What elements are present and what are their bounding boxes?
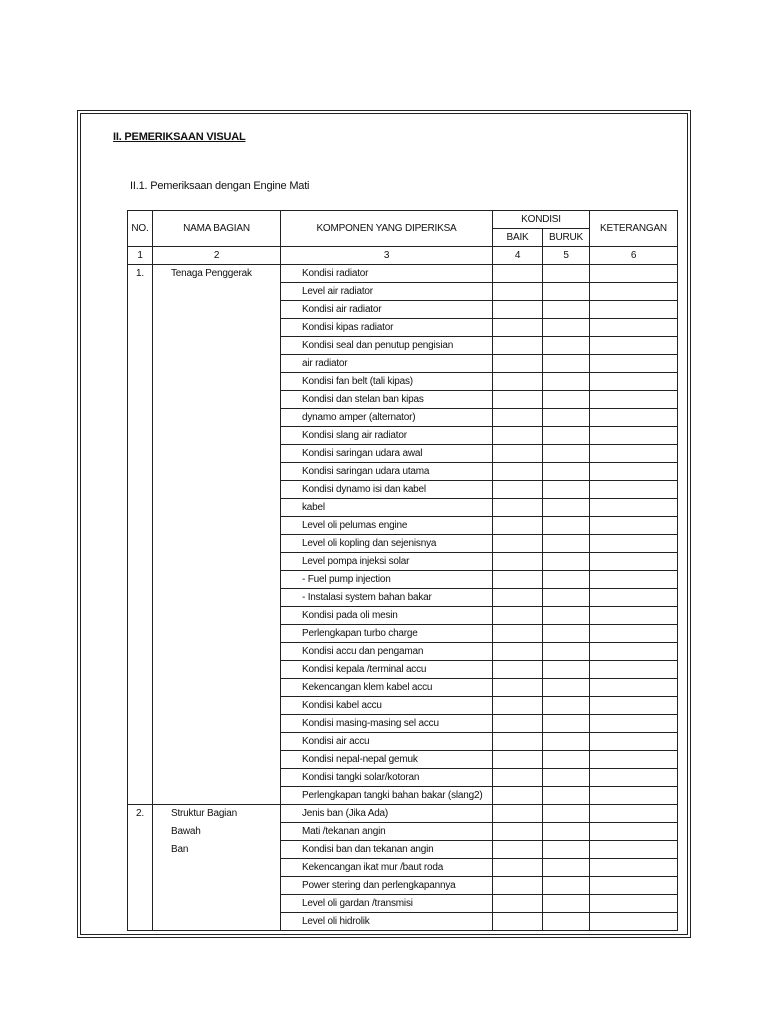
row-buruk-cell bbox=[543, 859, 590, 877]
row-buruk-cell bbox=[543, 391, 590, 409]
row-baik-cell bbox=[493, 643, 543, 661]
row-komponen: Kondisi ban dan tekanan angin bbox=[281, 841, 493, 859]
table-row bbox=[128, 805, 678, 823]
row-buruk-cell bbox=[543, 427, 590, 445]
row-number bbox=[128, 661, 153, 679]
row-nama-bagian bbox=[153, 607, 281, 625]
header-komponen: KOMPONEN YANG DIPERIKSA bbox=[281, 211, 493, 247]
row-number bbox=[128, 301, 153, 319]
row-keterangan-cell bbox=[590, 463, 678, 481]
row-nama-bagian bbox=[153, 535, 281, 553]
row-number bbox=[128, 913, 153, 931]
row-keterangan-cell bbox=[590, 337, 678, 355]
table-row bbox=[128, 715, 678, 733]
row-buruk-cell bbox=[543, 841, 590, 859]
row-baik-cell bbox=[493, 697, 543, 715]
row-baik-cell bbox=[493, 877, 543, 895]
table-row bbox=[128, 337, 678, 355]
table-row bbox=[128, 589, 678, 607]
row-nama-bagian bbox=[153, 859, 281, 877]
row-nama-bagian bbox=[153, 427, 281, 445]
row-buruk-cell bbox=[543, 409, 590, 427]
row-number bbox=[128, 877, 153, 895]
row-nama-bagian bbox=[153, 895, 281, 913]
table-row bbox=[128, 823, 678, 841]
table-row bbox=[128, 373, 678, 391]
row-komponen: Level oli kopling dan sejenisnya bbox=[281, 535, 493, 553]
row-baik-cell bbox=[493, 805, 543, 823]
row-komponen: Kondisi slang air radiator bbox=[281, 427, 493, 445]
row-keterangan-cell bbox=[590, 751, 678, 769]
column-number: 5 bbox=[543, 247, 590, 265]
row-keterangan-cell bbox=[590, 517, 678, 535]
row-baik-cell bbox=[493, 265, 543, 283]
row-komponen: - Instalasi system bahan bakar bbox=[281, 589, 493, 607]
header-no: NO. bbox=[128, 211, 153, 247]
row-number bbox=[128, 463, 153, 481]
row-nama-bagian bbox=[153, 589, 281, 607]
row-buruk-cell bbox=[543, 715, 590, 733]
column-number: 6 bbox=[590, 247, 678, 265]
row-komponen: Level oli pelumas engine bbox=[281, 517, 493, 535]
row-komponen: Level air radiator bbox=[281, 283, 493, 301]
row-komponen: Kondisi air accu bbox=[281, 733, 493, 751]
row-komponen: Kondisi kabel accu bbox=[281, 697, 493, 715]
row-keterangan-cell bbox=[590, 769, 678, 787]
row-buruk-cell bbox=[543, 301, 590, 319]
row-baik-cell bbox=[493, 301, 543, 319]
row-komponen: Kondisi pada oli mesin bbox=[281, 607, 493, 625]
row-baik-cell bbox=[493, 751, 543, 769]
column-number: 2 bbox=[153, 247, 281, 265]
row-number bbox=[128, 787, 153, 805]
row-keterangan-cell bbox=[590, 373, 678, 391]
row-number bbox=[128, 715, 153, 733]
row-nama-bagian bbox=[153, 661, 281, 679]
row-buruk-cell bbox=[543, 769, 590, 787]
row-komponen: kabel bbox=[281, 499, 493, 517]
row-komponen: Jenis ban (Jika Ada) bbox=[281, 805, 493, 823]
row-nama-bagian bbox=[153, 553, 281, 571]
row-buruk-cell bbox=[543, 535, 590, 553]
table-row bbox=[128, 445, 678, 463]
table-row bbox=[128, 499, 678, 517]
row-komponen: Kondisi tangki solar/kotoran bbox=[281, 769, 493, 787]
table-row bbox=[128, 553, 678, 571]
row-number bbox=[128, 697, 153, 715]
row-buruk-cell bbox=[543, 787, 590, 805]
row-komponen: Level oli hidrolik bbox=[281, 913, 493, 931]
table-row bbox=[128, 625, 678, 643]
row-komponen: Perlengkapan turbo charge bbox=[281, 625, 493, 643]
row-baik-cell bbox=[493, 283, 543, 301]
table-row bbox=[128, 787, 678, 805]
row-baik-cell bbox=[493, 607, 543, 625]
row-number bbox=[128, 751, 153, 769]
row-keterangan-cell bbox=[590, 877, 678, 895]
row-buruk-cell bbox=[543, 589, 590, 607]
row-keterangan-cell bbox=[590, 301, 678, 319]
row-komponen: air radiator bbox=[281, 355, 493, 373]
row-buruk-cell bbox=[543, 607, 590, 625]
row-number bbox=[128, 553, 153, 571]
row-nama-bagian bbox=[153, 481, 281, 499]
row-buruk-cell bbox=[543, 679, 590, 697]
row-komponen: Power stering dan perlengkapannya bbox=[281, 877, 493, 895]
row-komponen: Kondisi kepala /terminal accu bbox=[281, 661, 493, 679]
row-buruk-cell bbox=[543, 913, 590, 931]
row-buruk-cell bbox=[543, 823, 590, 841]
table-row bbox=[128, 895, 678, 913]
row-keterangan-cell bbox=[590, 895, 678, 913]
row-buruk-cell bbox=[543, 751, 590, 769]
row-keterangan-cell bbox=[590, 859, 678, 877]
row-keterangan-cell bbox=[590, 805, 678, 823]
row-nama-bagian bbox=[153, 409, 281, 427]
row-nama-bagian bbox=[153, 913, 281, 931]
row-baik-cell bbox=[493, 481, 543, 499]
subsection-title: II.1. Pemeriksaan dengan Engine Mati bbox=[130, 180, 310, 192]
row-baik-cell bbox=[493, 733, 543, 751]
table-row bbox=[128, 409, 678, 427]
row-number bbox=[128, 841, 153, 859]
row-buruk-cell bbox=[543, 265, 590, 283]
header-keterangan: KETERANGAN bbox=[590, 211, 678, 247]
table-row bbox=[128, 607, 678, 625]
row-komponen: Kondisi kipas radiator bbox=[281, 319, 493, 337]
row-nama-bagian bbox=[153, 391, 281, 409]
row-buruk-cell bbox=[543, 733, 590, 751]
row-baik-cell bbox=[493, 337, 543, 355]
header-buruk: BURUK bbox=[543, 229, 590, 247]
row-nama-bagian bbox=[153, 319, 281, 337]
row-buruk-cell bbox=[543, 373, 590, 391]
row-nama-bagian: Ban bbox=[153, 841, 281, 859]
row-keterangan-cell bbox=[590, 787, 678, 805]
row-number bbox=[128, 319, 153, 337]
row-keterangan-cell bbox=[590, 697, 678, 715]
row-keterangan-cell bbox=[590, 625, 678, 643]
row-baik-cell bbox=[493, 787, 543, 805]
row-number: 1. bbox=[128, 265, 153, 283]
column-number: 1 bbox=[128, 247, 153, 265]
table-row bbox=[128, 643, 678, 661]
row-buruk-cell bbox=[543, 697, 590, 715]
row-buruk-cell bbox=[543, 895, 590, 913]
row-nama-bagian bbox=[153, 463, 281, 481]
row-keterangan-cell bbox=[590, 409, 678, 427]
row-komponen: dynamo amper (alternator) bbox=[281, 409, 493, 427]
table-row bbox=[128, 427, 678, 445]
row-baik-cell bbox=[493, 679, 543, 697]
table-row bbox=[128, 571, 678, 589]
row-baik-cell bbox=[493, 553, 543, 571]
row-baik-cell bbox=[493, 427, 543, 445]
row-komponen: Kondisi radiator bbox=[281, 265, 493, 283]
row-nama-bagian bbox=[153, 301, 281, 319]
row-buruk-cell bbox=[543, 571, 590, 589]
row-nama-bagian bbox=[153, 283, 281, 301]
row-number bbox=[128, 283, 153, 301]
row-keterangan-cell bbox=[590, 553, 678, 571]
table-row bbox=[128, 697, 678, 715]
table-row bbox=[128, 841, 678, 859]
row-number bbox=[128, 481, 153, 499]
row-keterangan-cell bbox=[590, 319, 678, 337]
row-buruk-cell bbox=[543, 805, 590, 823]
row-number bbox=[128, 535, 153, 553]
row-keterangan-cell bbox=[590, 499, 678, 517]
row-number bbox=[128, 517, 153, 535]
table-row bbox=[128, 319, 678, 337]
row-baik-cell bbox=[493, 661, 543, 679]
row-keterangan-cell bbox=[590, 589, 678, 607]
row-keterangan-cell bbox=[590, 571, 678, 589]
row-number bbox=[128, 445, 153, 463]
row-keterangan-cell bbox=[590, 823, 678, 841]
table-row bbox=[128, 661, 678, 679]
row-number bbox=[128, 643, 153, 661]
row-keterangan-cell bbox=[590, 355, 678, 373]
row-keterangan-cell bbox=[590, 427, 678, 445]
row-number bbox=[128, 427, 153, 445]
row-buruk-cell bbox=[543, 499, 590, 517]
row-komponen: Kekencangan ikat mur /baut roda bbox=[281, 859, 493, 877]
row-buruk-cell bbox=[543, 553, 590, 571]
row-number bbox=[128, 409, 153, 427]
table-row bbox=[128, 391, 678, 409]
row-baik-cell bbox=[493, 319, 543, 337]
row-number: 2. bbox=[128, 805, 153, 823]
row-keterangan-cell bbox=[590, 661, 678, 679]
row-keterangan-cell bbox=[590, 643, 678, 661]
row-nama-bagian bbox=[153, 373, 281, 391]
row-number bbox=[128, 625, 153, 643]
row-number bbox=[128, 733, 153, 751]
row-number bbox=[128, 391, 153, 409]
row-komponen: - Fuel pump injection bbox=[281, 571, 493, 589]
row-komponen: Kondisi dan stelan ban kipas bbox=[281, 391, 493, 409]
table-row bbox=[128, 535, 678, 553]
table-row bbox=[128, 733, 678, 751]
row-baik-cell bbox=[493, 355, 543, 373]
column-number: 3 bbox=[281, 247, 493, 265]
row-keterangan-cell bbox=[590, 679, 678, 697]
row-komponen: Perlengkapan tangki bahan bakar (slang2) bbox=[281, 787, 493, 805]
table-row bbox=[128, 679, 678, 697]
row-baik-cell bbox=[493, 499, 543, 517]
row-baik-cell bbox=[493, 895, 543, 913]
row-nama-bagian bbox=[153, 679, 281, 697]
row-number bbox=[128, 769, 153, 787]
column-number-row bbox=[128, 247, 678, 265]
row-baik-cell bbox=[493, 823, 543, 841]
row-number bbox=[128, 373, 153, 391]
row-nama-bagian bbox=[153, 787, 281, 805]
row-baik-cell bbox=[493, 589, 543, 607]
row-komponen: Kondisi masing-masing sel accu bbox=[281, 715, 493, 733]
row-nama-bagian bbox=[153, 625, 281, 643]
table-row bbox=[128, 913, 678, 931]
row-number bbox=[128, 679, 153, 697]
table-row bbox=[128, 769, 678, 787]
table-row bbox=[128, 355, 678, 373]
row-komponen: Kondisi nepal-nepal gemuk bbox=[281, 751, 493, 769]
row-nama-bagian bbox=[153, 355, 281, 373]
row-baik-cell bbox=[493, 373, 543, 391]
row-buruk-cell bbox=[543, 517, 590, 535]
row-baik-cell bbox=[493, 715, 543, 733]
column-number: 4 bbox=[493, 247, 543, 265]
row-number bbox=[128, 499, 153, 517]
row-nama-bagian: Bawah bbox=[153, 823, 281, 841]
row-komponen: Mati /tekanan angin bbox=[281, 823, 493, 841]
table-row bbox=[128, 517, 678, 535]
row-baik-cell bbox=[493, 391, 543, 409]
row-number bbox=[128, 337, 153, 355]
row-nama-bagian bbox=[153, 643, 281, 661]
row-number bbox=[128, 589, 153, 607]
row-keterangan-cell bbox=[590, 535, 678, 553]
row-buruk-cell bbox=[543, 355, 590, 373]
row-baik-cell bbox=[493, 769, 543, 787]
row-komponen: Kondisi saringan udara utama bbox=[281, 463, 493, 481]
header-nama-bagian: NAMA BAGIAN bbox=[153, 211, 281, 247]
row-number bbox=[128, 859, 153, 877]
table-row bbox=[128, 265, 678, 283]
row-buruk-cell bbox=[543, 481, 590, 499]
row-baik-cell bbox=[493, 841, 543, 859]
row-buruk-cell bbox=[543, 643, 590, 661]
table-row bbox=[128, 859, 678, 877]
section-title: II. PEMERIKSAAN VISUAL bbox=[113, 131, 246, 143]
row-buruk-cell bbox=[543, 661, 590, 679]
header-kondisi: KONDISI bbox=[493, 211, 590, 229]
row-komponen: Level pompa injeksi solar bbox=[281, 553, 493, 571]
row-komponen: Kondisi air radiator bbox=[281, 301, 493, 319]
row-number bbox=[128, 823, 153, 841]
table-row bbox=[128, 751, 678, 769]
row-number bbox=[128, 571, 153, 589]
row-komponen: Kondisi saringan udara awal bbox=[281, 445, 493, 463]
row-nama-bagian bbox=[153, 337, 281, 355]
row-keterangan-cell bbox=[590, 733, 678, 751]
row-nama-bagian bbox=[153, 571, 281, 589]
row-baik-cell bbox=[493, 625, 543, 643]
row-buruk-cell bbox=[543, 337, 590, 355]
row-keterangan-cell bbox=[590, 715, 678, 733]
row-komponen: Kondisi fan belt (tali kipas) bbox=[281, 373, 493, 391]
row-keterangan-cell bbox=[590, 481, 678, 499]
row-buruk-cell bbox=[543, 463, 590, 481]
row-keterangan-cell bbox=[590, 283, 678, 301]
row-buruk-cell bbox=[543, 445, 590, 463]
row-nama-bagian bbox=[153, 445, 281, 463]
row-nama-bagian bbox=[153, 877, 281, 895]
row-komponen: Kondisi accu dan pengaman bbox=[281, 643, 493, 661]
row-buruk-cell bbox=[543, 319, 590, 337]
row-nama-bagian bbox=[153, 499, 281, 517]
row-baik-cell bbox=[493, 463, 543, 481]
row-nama-bagian bbox=[153, 733, 281, 751]
table-row bbox=[128, 463, 678, 481]
row-komponen: Kondisi seal dan penutup pengisian bbox=[281, 337, 493, 355]
row-komponen: Kondisi dynamo isi dan kabel bbox=[281, 481, 493, 499]
row-nama-bagian bbox=[153, 715, 281, 733]
row-nama-bagian bbox=[153, 769, 281, 787]
row-baik-cell bbox=[493, 445, 543, 463]
row-keterangan-cell bbox=[590, 841, 678, 859]
row-nama-bagian: Tenaga Penggerak bbox=[153, 265, 281, 283]
row-number bbox=[128, 895, 153, 913]
row-komponen: Kekencangan klem kabel accu bbox=[281, 679, 493, 697]
row-baik-cell bbox=[493, 535, 543, 553]
row-nama-bagian bbox=[153, 517, 281, 535]
row-keterangan-cell bbox=[590, 607, 678, 625]
row-keterangan-cell bbox=[590, 913, 678, 931]
table-row bbox=[128, 877, 678, 895]
inspection-table bbox=[127, 210, 678, 931]
row-nama-bagian bbox=[153, 697, 281, 715]
row-baik-cell bbox=[493, 571, 543, 589]
row-number bbox=[128, 355, 153, 373]
row-keterangan-cell bbox=[590, 265, 678, 283]
row-komponen: Level oli gardan /transmisi bbox=[281, 895, 493, 913]
row-buruk-cell bbox=[543, 625, 590, 643]
table-row bbox=[128, 301, 678, 319]
row-baik-cell bbox=[493, 409, 543, 427]
header-baik: BAIK bbox=[493, 229, 543, 247]
row-nama-bagian: Struktur Bagian bbox=[153, 805, 281, 823]
row-baik-cell bbox=[493, 859, 543, 877]
row-number bbox=[128, 607, 153, 625]
row-baik-cell bbox=[493, 913, 543, 931]
row-buruk-cell bbox=[543, 283, 590, 301]
row-buruk-cell bbox=[543, 877, 590, 895]
table-row bbox=[128, 481, 678, 499]
row-baik-cell bbox=[493, 517, 543, 535]
table-row bbox=[128, 283, 678, 301]
row-nama-bagian bbox=[153, 751, 281, 769]
row-keterangan-cell bbox=[590, 445, 678, 463]
row-keterangan-cell bbox=[590, 391, 678, 409]
